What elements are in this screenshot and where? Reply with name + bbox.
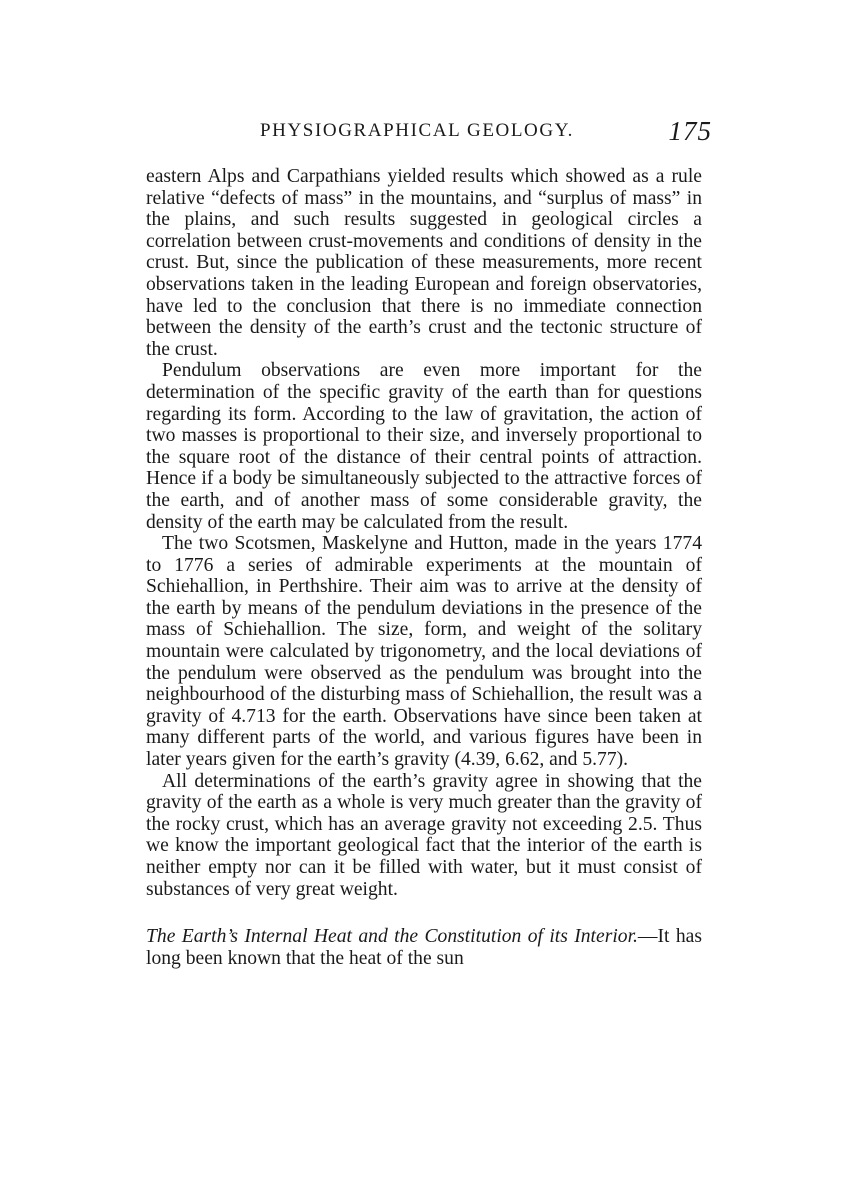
section-text: —It has long been known that the heat of the sun <box>146 926 702 969</box>
paragraph-2: Pendulum observations are even more important for the determination of the specific gravity of the earth than for questions regarding its form. According to the law of gravitation, the action of two masses is proportional to their size, and inversely proportional to the square root of the distance of their central points of attraction. Hence if a body be simultaneously subjected to the attractive forces of the earth, and of another mass of some considerable gravity, the density of the earth may be calculated from the result. <box>146 360 702 533</box>
paragraph-4: All determinations of the earth’s gravity agree in showing that the gravity of the earth as a whole is very much greater than the gravity of the rocky crust, which has an average gravity not exceeding 2.5. Thus we know the important geological fact that the interior of the earth is neither empty nor can it be filled with water, but it must consist of substances of very great weight. <box>146 770 702 900</box>
section-paragraph <box>146 926 702 969</box>
page-number: 175 <box>668 116 712 146</box>
body-text <box>146 166 702 969</box>
running-head: PHYSIOGRAPHICAL GEOLOGY. <box>260 120 574 141</box>
paragraph-1: eastern Alps and Carpathians yielded results which showed as a rule relative “defects of mass” in the mountains, and “surplus of mass” in the plains, and such results suggested in geological circles a correlation between crust-movements and conditions of density in the crust. But, since the publication of these measurements, more recent observations taken in the leading European and foreign observatories, have led to the conclusion that there is no immediate connection between the density of the earth’s crust and the tectonic structure of the crust. <box>146 166 702 360</box>
page-header <box>146 116 712 152</box>
paragraph-3: The two Scotsmen, Maskelyne and Hutton, made in the years 1774 to 1776 a series of admirable experiments at the mountain of Schiehallion, in Perthshire. Their aim was to arrive at the density of the earth by means of the pendulum deviations in the presence of the mass of Schiehallion. The size, form, and weight of the solitary mountain were calculated by trigonometry, and the local deviations of the pendulum were observed as the pendulum was brought into the neighbourhood of the disturbing mass of Schiehallion, the result was a gravity of 4.713 for the earth. Observations have since been taken at many different parts of the world, and various figures have been in later years given for the earth’s gravity (4.39, 6.62, and 5.77). <box>146 533 702 771</box>
section-title: The Earth’s Internal Heat and the Constitution of its Interior. <box>146 926 638 948</box>
